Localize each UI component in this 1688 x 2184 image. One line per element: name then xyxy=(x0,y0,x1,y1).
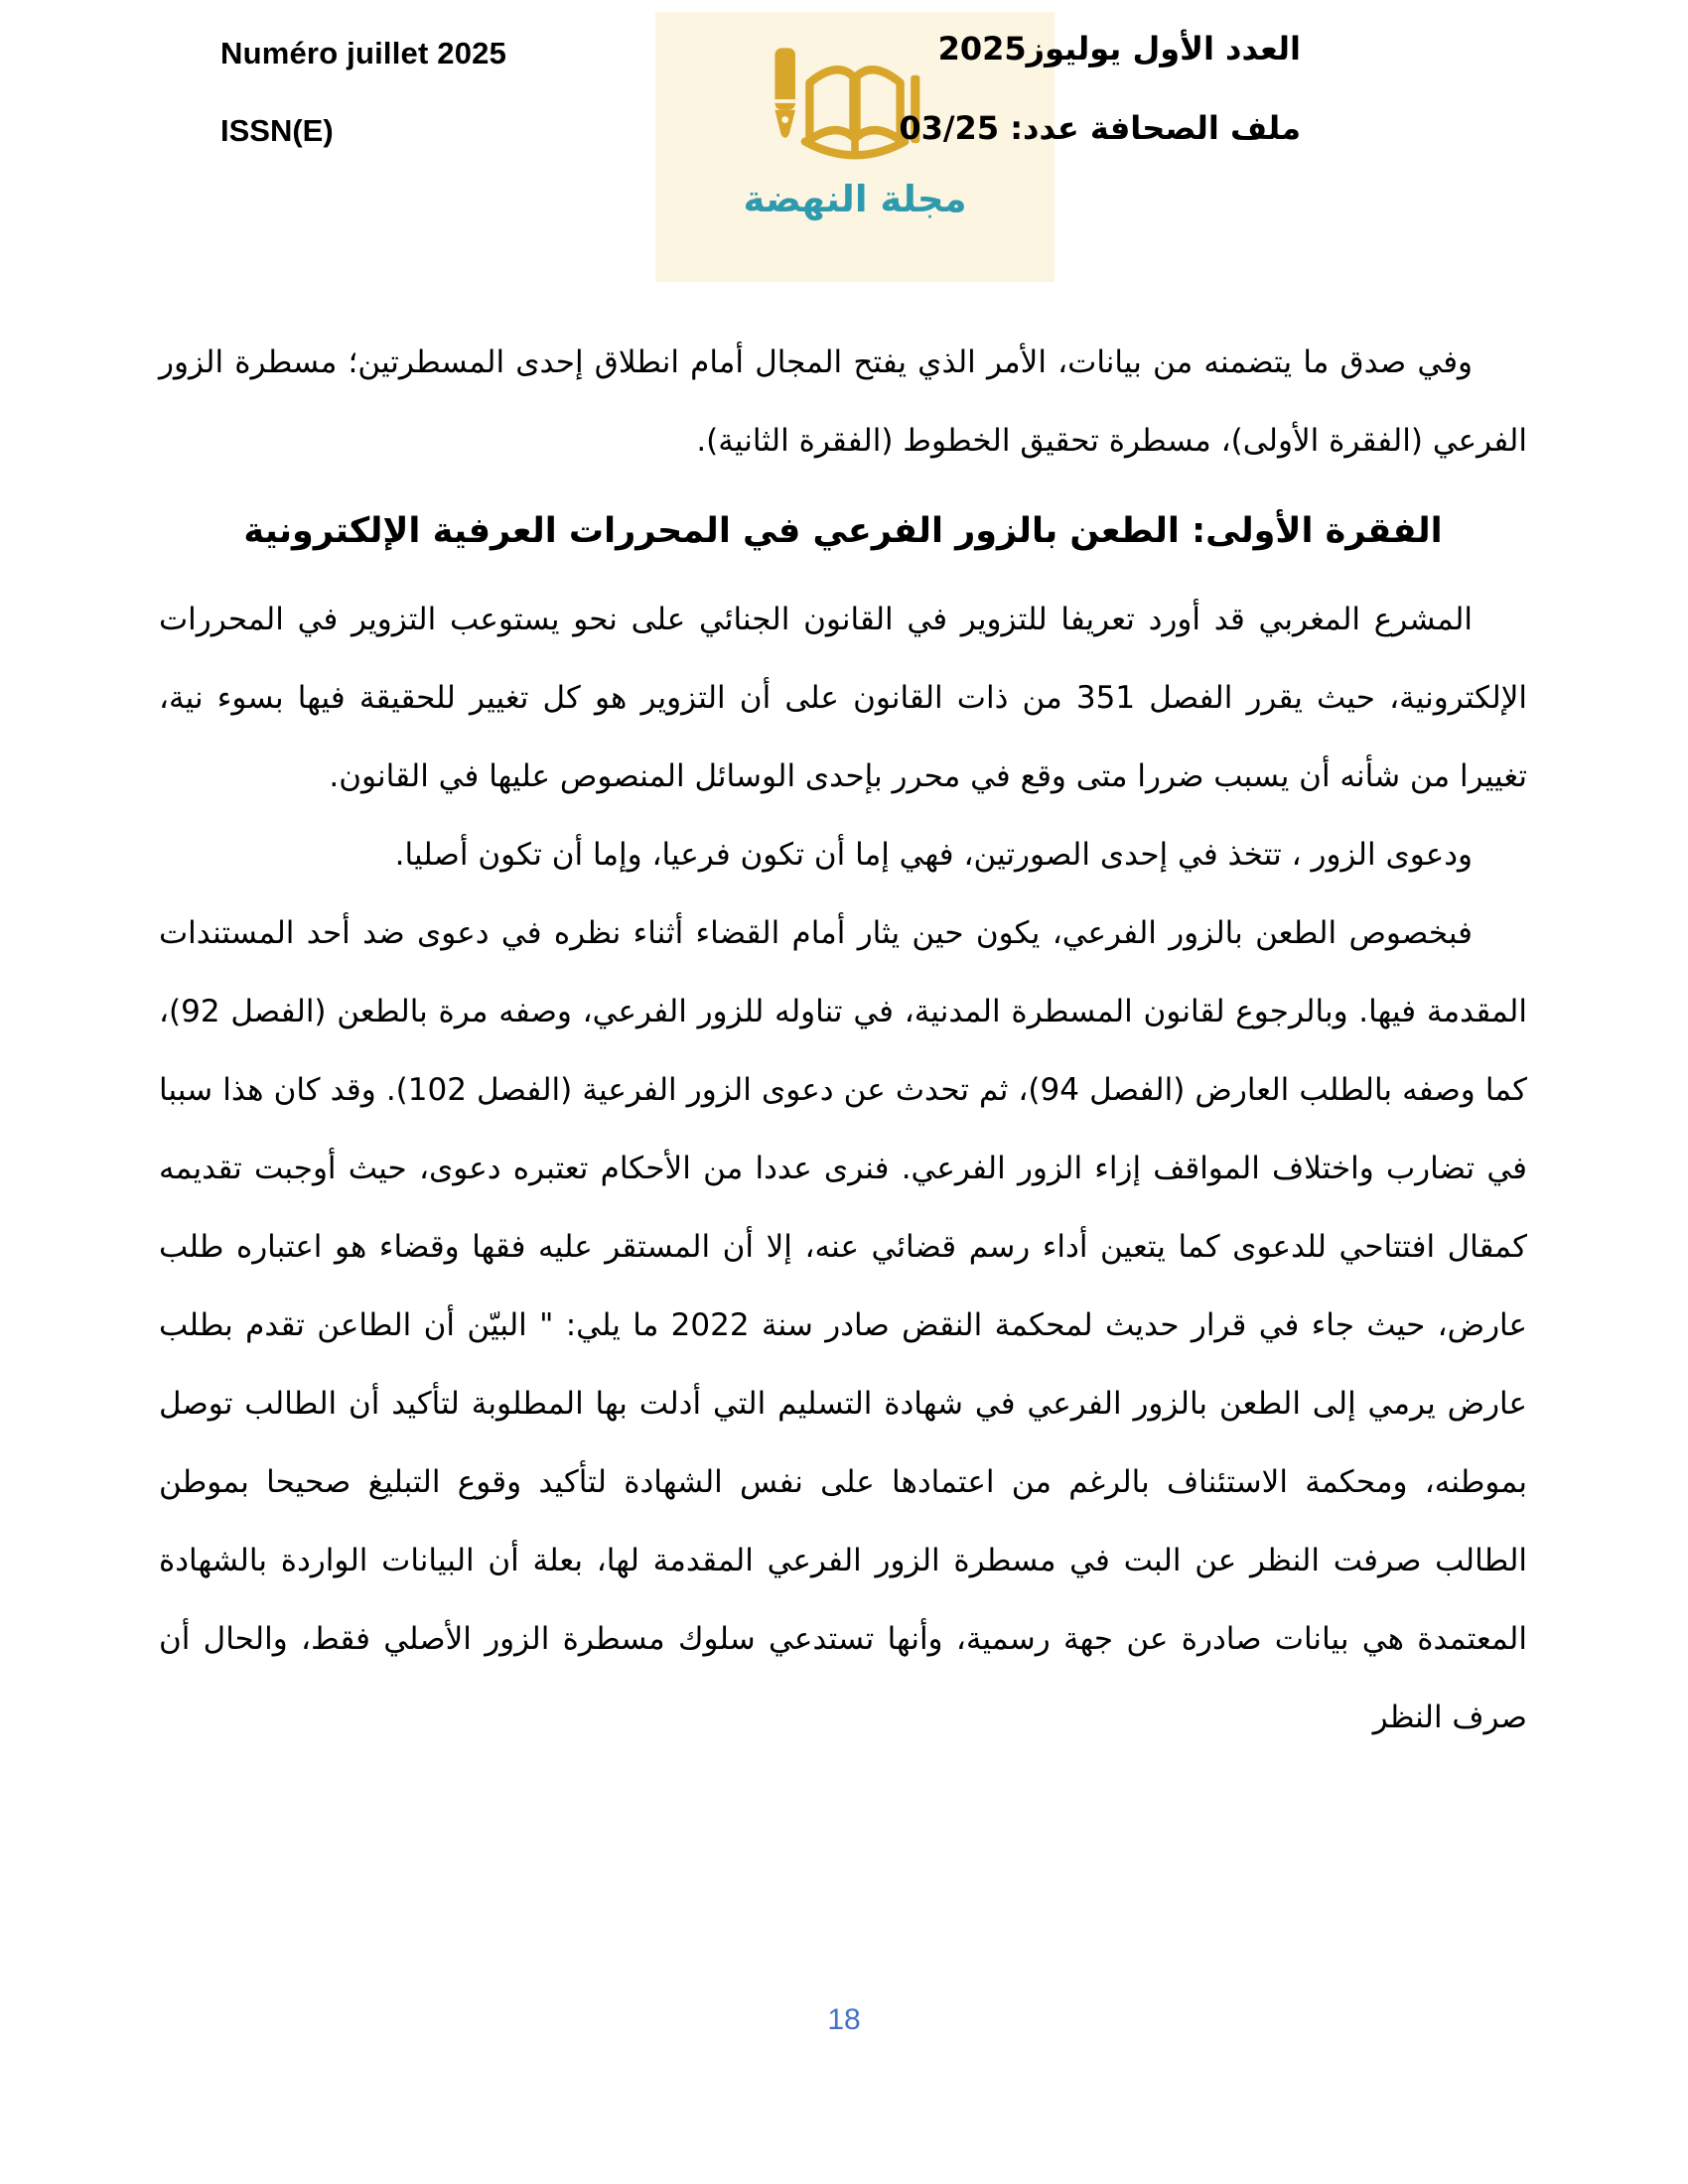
paragraph-intro: وفي صدق ما يتضمنه من بيانات، الأمر الذي يفتح المجال أمام انطلاق إحدى المسطرتين؛ مسطرة الزور الفرعي (الفقرة الأولى)، مسطرة تحقيق الخطوط (الفقرة الثانية). xyxy=(159,344,1527,459)
pen-nib xyxy=(774,110,795,138)
book-spine xyxy=(851,76,859,154)
paragraph-forgery-claim-forms: ودعوى الزور ، تتخذ في إحدى الصورتين، فهي إما أن تكون فرعيا، وإما أن تكون أصليا. xyxy=(394,837,1473,873)
pen-band xyxy=(774,99,795,103)
section-heading: الفقرة الأولى: الطعن بالزور الفرعي في المحررات العرفية الإلكترونية xyxy=(243,511,1443,551)
header-left xyxy=(220,36,506,149)
page-number: 18 xyxy=(827,2003,861,2036)
header-press-file-number: ملف الصحافة عدد: 03/25 xyxy=(899,109,1301,147)
logo-title: مجلة النهضة xyxy=(743,178,967,220)
header-issue-french: Numéro juillet 2025 xyxy=(220,36,507,70)
document-body xyxy=(159,324,1527,1757)
paragraph-legislator-definition: المشرع المغربي قد أورد تعريفا للتزوير في القانون الجنائي على نحو يستوعب التزوير في المحررات الإلكترونية، حيث يقرر الفصل 351 من ذات القانون على أن التزوير هو كل تغيير للحقيقة فيها بسوء نية، تغييرا من شأنه أن يسبب ضررا متى وقع في محرر بإحدى الوسائل المنصوص عليها في القانون. xyxy=(159,602,1527,794)
header-issn: ISSN(E) xyxy=(220,113,334,148)
pen-nib-hole xyxy=(781,116,788,123)
book-right-page xyxy=(857,69,901,140)
book-left-page xyxy=(809,69,853,140)
header-issue-arabic: العدد الأول يوليوز2025 xyxy=(937,30,1301,68)
header-right xyxy=(899,30,1301,147)
paragraph-subsidiary-forgery-details: فبخصوص الطعن بالزور الفرعي، يكون حين يثار أمام القضاء أثناء نظره في دعوى ضد أحد المستندات المقدمة فيها. وبالرجوع لقانون المسطرة المدنية، في تناوله للزور الفرعي، وصفه مرة بالطعن (الفصل 92)، كما وصفه بالطلب العارض (الفصل 94)، ثم تحدث عن دعوى الزور الفرعية (الفصل 102). وقد كان هذا سببا في تضارب واختلاف المواقف إزاء الزور الفرعي. فنرى عددا من الأحكام تعتبره دعوى، حيث أوجبت تقديمه كمقال افتتاحي للدعوى كما يتعين أداء رسم قضائي عنه، إلا أن المستقر عليه فقها وقضاء هو اعتباره طلب عارض، حيث جاء في قرار حديث لمحكمة النقض صادر سنة 2022 ما يلي: " البيّن أن الطاعن تقدم بطلب عارض يرمي إلى الطعن بالزور الفرعي في شهادة التسليم التي أدلت بها المطلوبة لتأكيد أن الطالب توصل بموطنه، ومحكمة الاستئناف بالرغم من اعتمادها على نفس الشهادة لتأكيد وقوع التبليغ صحيحا بموطن الطالب صرفت النظر عن البت في مسطرة الزور الفرعي المقدمة لها، بعلة أن البيانات الواردة بالشهادة المعتمدة هي بيانات صادرة عن جهة رسمية، وأنها تستدعي سلوك مسطرة الزور الأصلي فقط، والحال أن صرف النظر xyxy=(159,915,1527,1735)
